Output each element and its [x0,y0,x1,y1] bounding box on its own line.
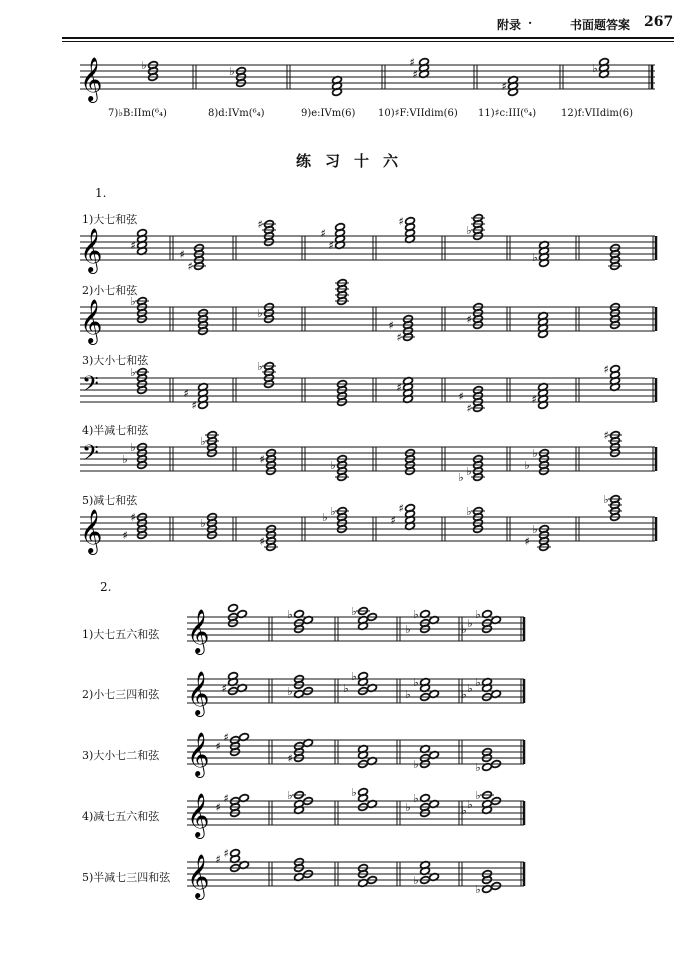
staff-top [80,55,660,103]
staff-2-4 [187,786,527,841]
sharp-icon: ♯ [257,218,263,231]
flat-icon: ♭ [141,59,147,72]
exercise-title: 练习十六 [296,152,413,170]
staff-2-3 [187,728,527,780]
sharp-icon: ♯ [122,529,128,542]
chord-label: 11)♯c:III(⁶₄) [478,108,537,119]
sharp-icon: ♯ [531,393,537,406]
bass-clef-icon: 𝄢 [82,441,99,471]
flat-icon: ♭ [413,874,419,887]
header-rule-thin [62,41,674,42]
sharp-icon: ♯ [320,227,326,240]
flat-icon: ♭ [467,617,473,630]
flat-icon: ♭ [405,688,411,701]
header-rule-thick [62,37,674,39]
staff-2-5 [187,847,527,902]
flat-icon: ♭ [343,682,349,695]
part1-number: 1. [95,186,107,200]
flat-icon: ♭ [330,505,336,518]
flat-icon: ♭ [122,453,128,466]
flat-icon: ♭ [413,758,419,771]
sharp-icon: ♯ [223,792,229,805]
sharp-icon: ♯ [187,260,193,273]
whole-note [228,604,239,613]
sharp-icon: ♯ [259,535,265,548]
part2-label-4: 4)减七五六和弦 [82,810,160,823]
flat-icon: ♭ [524,459,530,472]
chord-label: 9)e:IVm(6) [301,108,356,119]
page-number: 267 [644,14,674,30]
sharp-icon: ♯ [396,381,402,394]
flat-icon: ♭ [467,682,473,695]
chord-label: 8)d:IVm(⁶₄) [208,108,265,119]
sharp-icon: ♯ [409,56,415,69]
flat-icon: ♭ [330,459,336,472]
flat-icon: ♭ [351,786,357,799]
flat-icon: ♭ [130,366,136,379]
flat-icon: ♭ [257,360,263,373]
flat-icon: ♭ [466,224,472,237]
treble-clef-icon: 𝄞 [80,509,103,553]
flat-icon: ♭ [287,789,293,802]
flat-icon: ♭ [532,251,538,264]
bass-clef-icon: 𝄢 [82,372,99,402]
sharp-icon: ♯ [388,319,394,332]
sharp-icon: ♯ [221,682,227,695]
flat-icon: ♭ [351,670,357,683]
flat-icon: ♭ [466,505,472,518]
treble-clef-icon: 𝄞 [80,299,103,343]
sharp-icon: ♯ [396,331,402,344]
sharp-icon: ♯ [223,847,229,860]
sharp-icon: ♯ [458,390,464,403]
part2-label-1: 1)大七五六和弦 [82,628,160,641]
treble-clef-icon: 𝄞 [187,609,210,653]
sharp-icon: ♯ [398,502,404,515]
staff-2-2 [187,667,527,719]
flat-icon: ♭ [475,761,481,774]
treble-clef-icon: 𝄞 [187,793,210,837]
flat-icon: ♭ [475,676,481,689]
chord-label: 12)f:VIIdim(6) [561,108,634,119]
treble-clef-icon: 𝄞 [187,732,210,776]
sharp-icon: ♯ [466,402,472,415]
sharp-icon: ♯ [130,511,136,524]
flat-icon: ♭ [532,447,538,460]
flat-icon: ♭ [287,685,293,698]
flat-icon: ♭ [466,465,472,478]
sharp-icon: ♯ [287,752,293,765]
flat-icon: ♭ [475,789,481,802]
sharp-icon: ♯ [130,239,136,252]
part2-number: 2. [100,580,112,594]
flat-icon: ♭ [405,801,411,814]
flat-icon: ♭ [461,688,467,701]
staff-1-2 [80,297,660,347]
flat-icon: ♭ [461,804,467,817]
flat-icon: ♭ [475,608,481,621]
sharp-icon: ♯ [183,387,189,400]
flat-icon: ♭ [603,493,609,506]
treble-clef-icon: 𝄞 [187,854,210,898]
flat-icon: ♭ [532,523,538,536]
chord-label: 10)♯F:VIIdim(6) [378,108,458,119]
header-separator: · [528,16,533,30]
flat-icon: ♭ [475,883,481,896]
part1-label-2: 2)小七和弦 [82,284,138,297]
flat-icon: ♭ [322,511,328,524]
sharp-icon: ♯ [412,68,418,81]
flat-icon: ♭ [200,435,206,448]
flat-icon: ♭ [413,608,419,621]
flat-icon: ♭ [413,792,419,805]
sharp-icon: ♯ [328,239,334,252]
flat-icon: ♭ [405,623,411,636]
chord-label: 7)♭B:IIm(⁶₄) [108,108,167,119]
part2-label-2: 2)小七三四和弦 [82,688,160,701]
sharp-icon: ♯ [223,731,229,744]
flat-icon: ♭ [467,798,473,811]
staff-2-1 [187,605,527,657]
sharp-icon: ♯ [603,429,609,442]
part1-label-5: 5)减七和弦 [82,494,138,507]
part1-label-3: 3)大小七和弦 [82,354,149,367]
flat-icon: ♭ [130,441,136,454]
sharp-icon: ♯ [524,535,530,548]
sharp-icon: ♯ [603,363,609,376]
treble-clef-icon: 𝄞 [187,671,210,715]
flat-icon: ♭ [461,623,467,636]
header-subtitle: 书面题答案 [570,18,631,32]
treble-clef-icon: 𝄞 [80,57,103,101]
flat-icon: ♭ [130,295,136,308]
part1-label-4: 4)半减七和弦 [82,424,149,437]
sharp-icon: ♯ [390,514,396,527]
part2-label-5: 5)半减七三四和弦 [82,871,171,884]
sharp-icon: ♯ [191,399,197,412]
sharp-icon: ♯ [466,313,472,326]
sharp-icon: ♯ [215,801,221,814]
flat-icon: ♭ [287,608,293,621]
header-section: 附录 [497,18,522,32]
part2-label-3: 3)大小七二和弦 [82,749,160,762]
flat-icon: ♭ [458,471,464,484]
treble-clef-icon: 𝄞 [80,228,103,272]
flat-icon: ♭ [592,62,598,75]
sharp-icon: ♯ [501,80,507,93]
sharp-icon: ♯ [215,740,221,753]
flat-icon: ♭ [413,676,419,689]
flat-icon: ♭ [257,307,263,320]
sharp-icon: ♯ [398,215,404,228]
flat-icon: ♭ [229,65,235,78]
flat-icon: ♭ [200,517,206,530]
sharp-icon: ♯ [259,453,265,466]
sharp-icon: ♯ [179,248,185,261]
flat-icon: ♭ [351,605,357,618]
sharp-icon: ♯ [215,853,221,866]
part1-label-1: 1)大七和弦 [82,213,138,226]
